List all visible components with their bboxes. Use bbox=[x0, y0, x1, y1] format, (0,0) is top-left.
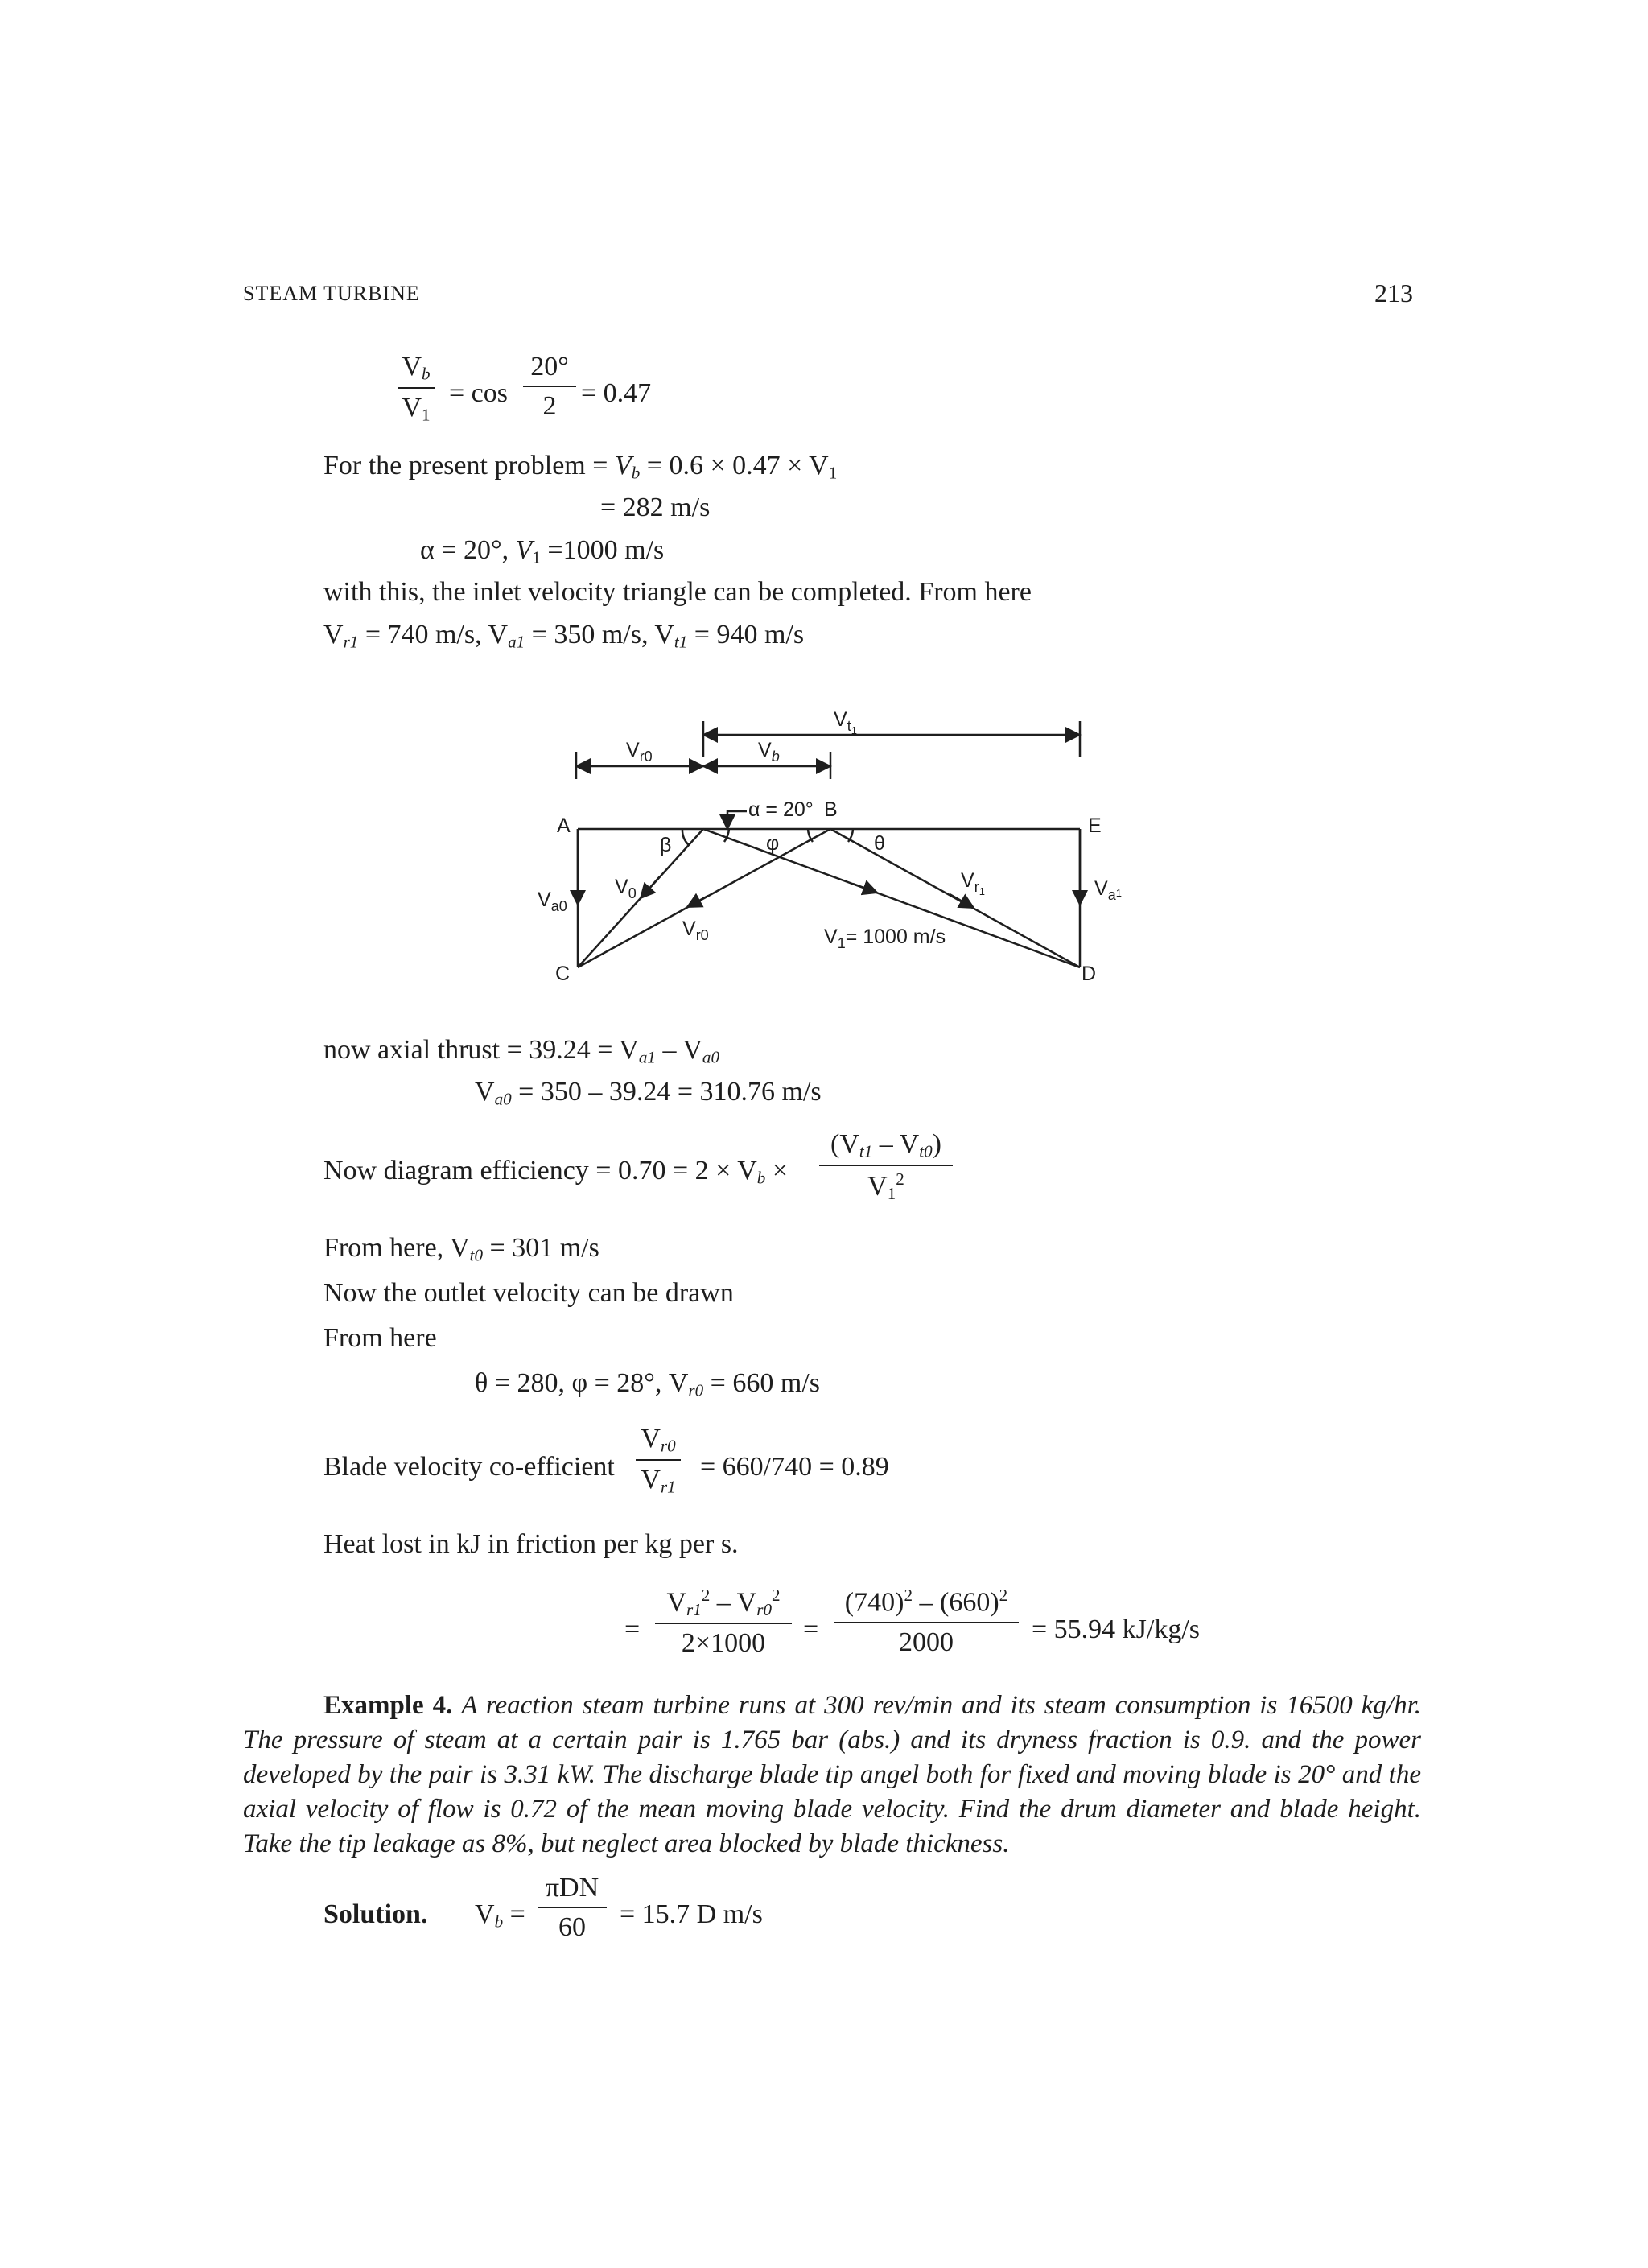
label-v0: $V_0$ bbox=[615, 876, 637, 901]
label-b: B bbox=[824, 798, 838, 821]
alpha-arc bbox=[724, 829, 729, 842]
label-va1: $V_a1$ bbox=[1094, 877, 1122, 903]
label-v1: $V_1= 1000$ m/s bbox=[824, 926, 946, 951]
heat-equals-2: = bbox=[803, 1614, 819, 1644]
label-vt1: $V_t1$ bbox=[834, 708, 857, 736]
vb-result-line: = 282 m/s bbox=[600, 493, 711, 522]
v1-arrowhead bbox=[853, 884, 877, 893]
label-e: E bbox=[1088, 814, 1102, 837]
ratio-fraction: $V_b$ $V_1$ bbox=[398, 351, 435, 424]
blade-coefficient-fraction: $V_{r0}$ $V_{r1}$ bbox=[636, 1423, 681, 1496]
angle-fraction: 20° 2 bbox=[523, 351, 576, 422]
label-vb: $V_b$ bbox=[758, 739, 780, 765]
axial-thrust-line: now axial thrust = $39.24 = V_{a1} - V_{a0}$ bbox=[323, 1035, 719, 1067]
solution-result: = 15.7 D m/s bbox=[620, 1899, 763, 1929]
blade-coefficient-label: Blade velocity co-efficient bbox=[323, 1452, 615, 1482]
heat-equals-1: = bbox=[624, 1614, 641, 1644]
vr1-arrowhead bbox=[950, 894, 974, 908]
efficiency-fraction: $(V_{t1} - V_{t0})$ $V_1^2$ bbox=[819, 1128, 953, 1203]
running-header: STEAM TURBINE bbox=[243, 282, 420, 305]
theta-phi-line: θ = 280, φ = 28°, $V_{r0} = 660$ m/s bbox=[475, 1368, 820, 1400]
vt0-line: From here, $V_{t0} = 301$ m/s bbox=[323, 1233, 599, 1265]
solution-vb: $V_b$ = bbox=[475, 1899, 525, 1932]
alpha-leader-arrow bbox=[727, 811, 747, 829]
ratio-result: = 0.47 bbox=[581, 378, 652, 408]
diagram-efficiency-line: Now diagram efficiency = $0.70 = 2 \times V_b$ × bbox=[323, 1156, 788, 1188]
heat-fraction-symbolic: $V_{r1}^2 - V_{r0}^2$ 2×1000 bbox=[655, 1586, 792, 1659]
theta-arc bbox=[848, 829, 853, 842]
solution-fraction: πDN 60 bbox=[538, 1872, 607, 1943]
alpha-line: α = 20°, $V_1 =1000$ m/s bbox=[420, 535, 665, 567]
label-vr0-top: $V_{r0}$ bbox=[626, 739, 653, 765]
label-alpha: α = 20° bbox=[748, 798, 814, 821]
heat-lost-line: Heat lost in kJ in friction per kg per s. bbox=[323, 1529, 739, 1559]
blade-coefficient-result: = 660/740 = 0.89 bbox=[700, 1452, 889, 1482]
label-a: A bbox=[557, 814, 571, 837]
velocity-triangle-diagram bbox=[515, 692, 1143, 990]
present-problem-line: For the present problem = $V_b = 0.6 \times 0.47 \times V_1$ bbox=[323, 451, 838, 483]
page-number: 213 bbox=[1374, 278, 1413, 307]
outlet-velocity-line: Now the outlet velocity can be drawn bbox=[323, 1278, 734, 1308]
label-vr1: $V_r1$ bbox=[961, 869, 985, 897]
label-va0: $V_{a0}$ bbox=[538, 889, 567, 914]
from-here-line: From here bbox=[323, 1323, 437, 1353]
inlet-values-line: $V_{r1} = 740$ m/s, $V_{a1} = 350$ m/s, $V_{t1} = 940$ m/s bbox=[323, 620, 805, 652]
va0-line: $V_{a0} = 350 - 39.24 = 310.76$ m/s bbox=[475, 1077, 822, 1109]
label-theta: θ bbox=[874, 832, 885, 855]
solution-label: Solution. bbox=[323, 1899, 428, 1929]
label-phi: φ bbox=[766, 832, 780, 855]
example-4-label: Example 4. bbox=[323, 1691, 453, 1720]
label-d: D bbox=[1082, 963, 1097, 985]
heat-fraction-numeric: $(740)^2 - (660)^2$ 2000 bbox=[834, 1586, 1019, 1658]
cos-label: = cos bbox=[449, 378, 508, 408]
example-4-text: A reaction steam turbine runs at 300 rev/min and its steam consumption is 16500 kg/hr. The pressure of steam at a certain pair is 1.765 bar (abs.) and its dryness fraction is 0.9. and the power developed by the pair is 3.31 kW. The discharge blade tip angel both for fixed and moving blade is 20° and the axial velocity of flow is 0.72 of the mean moving blade velocity. Find the drum diameter and blade height. Take the tip leakage as 8%, but neglect area blocked by blade thickness. bbox=[243, 1691, 1421, 1858]
heat-result: = 55.94 kJ/kg/s bbox=[1032, 1614, 1201, 1644]
example-4-paragraph bbox=[243, 1689, 1421, 1862]
label-beta: β bbox=[660, 834, 672, 856]
v0-arrowhead bbox=[641, 876, 660, 898]
vr0-arrowhead bbox=[687, 896, 708, 907]
beta-arc bbox=[682, 829, 689, 845]
inlet-triangle-line: with this, the inlet velocity triangle can be completed. From here bbox=[323, 577, 1032, 607]
label-vr0: $V_{r0}$ bbox=[682, 918, 709, 943]
label-c: C bbox=[555, 963, 571, 985]
